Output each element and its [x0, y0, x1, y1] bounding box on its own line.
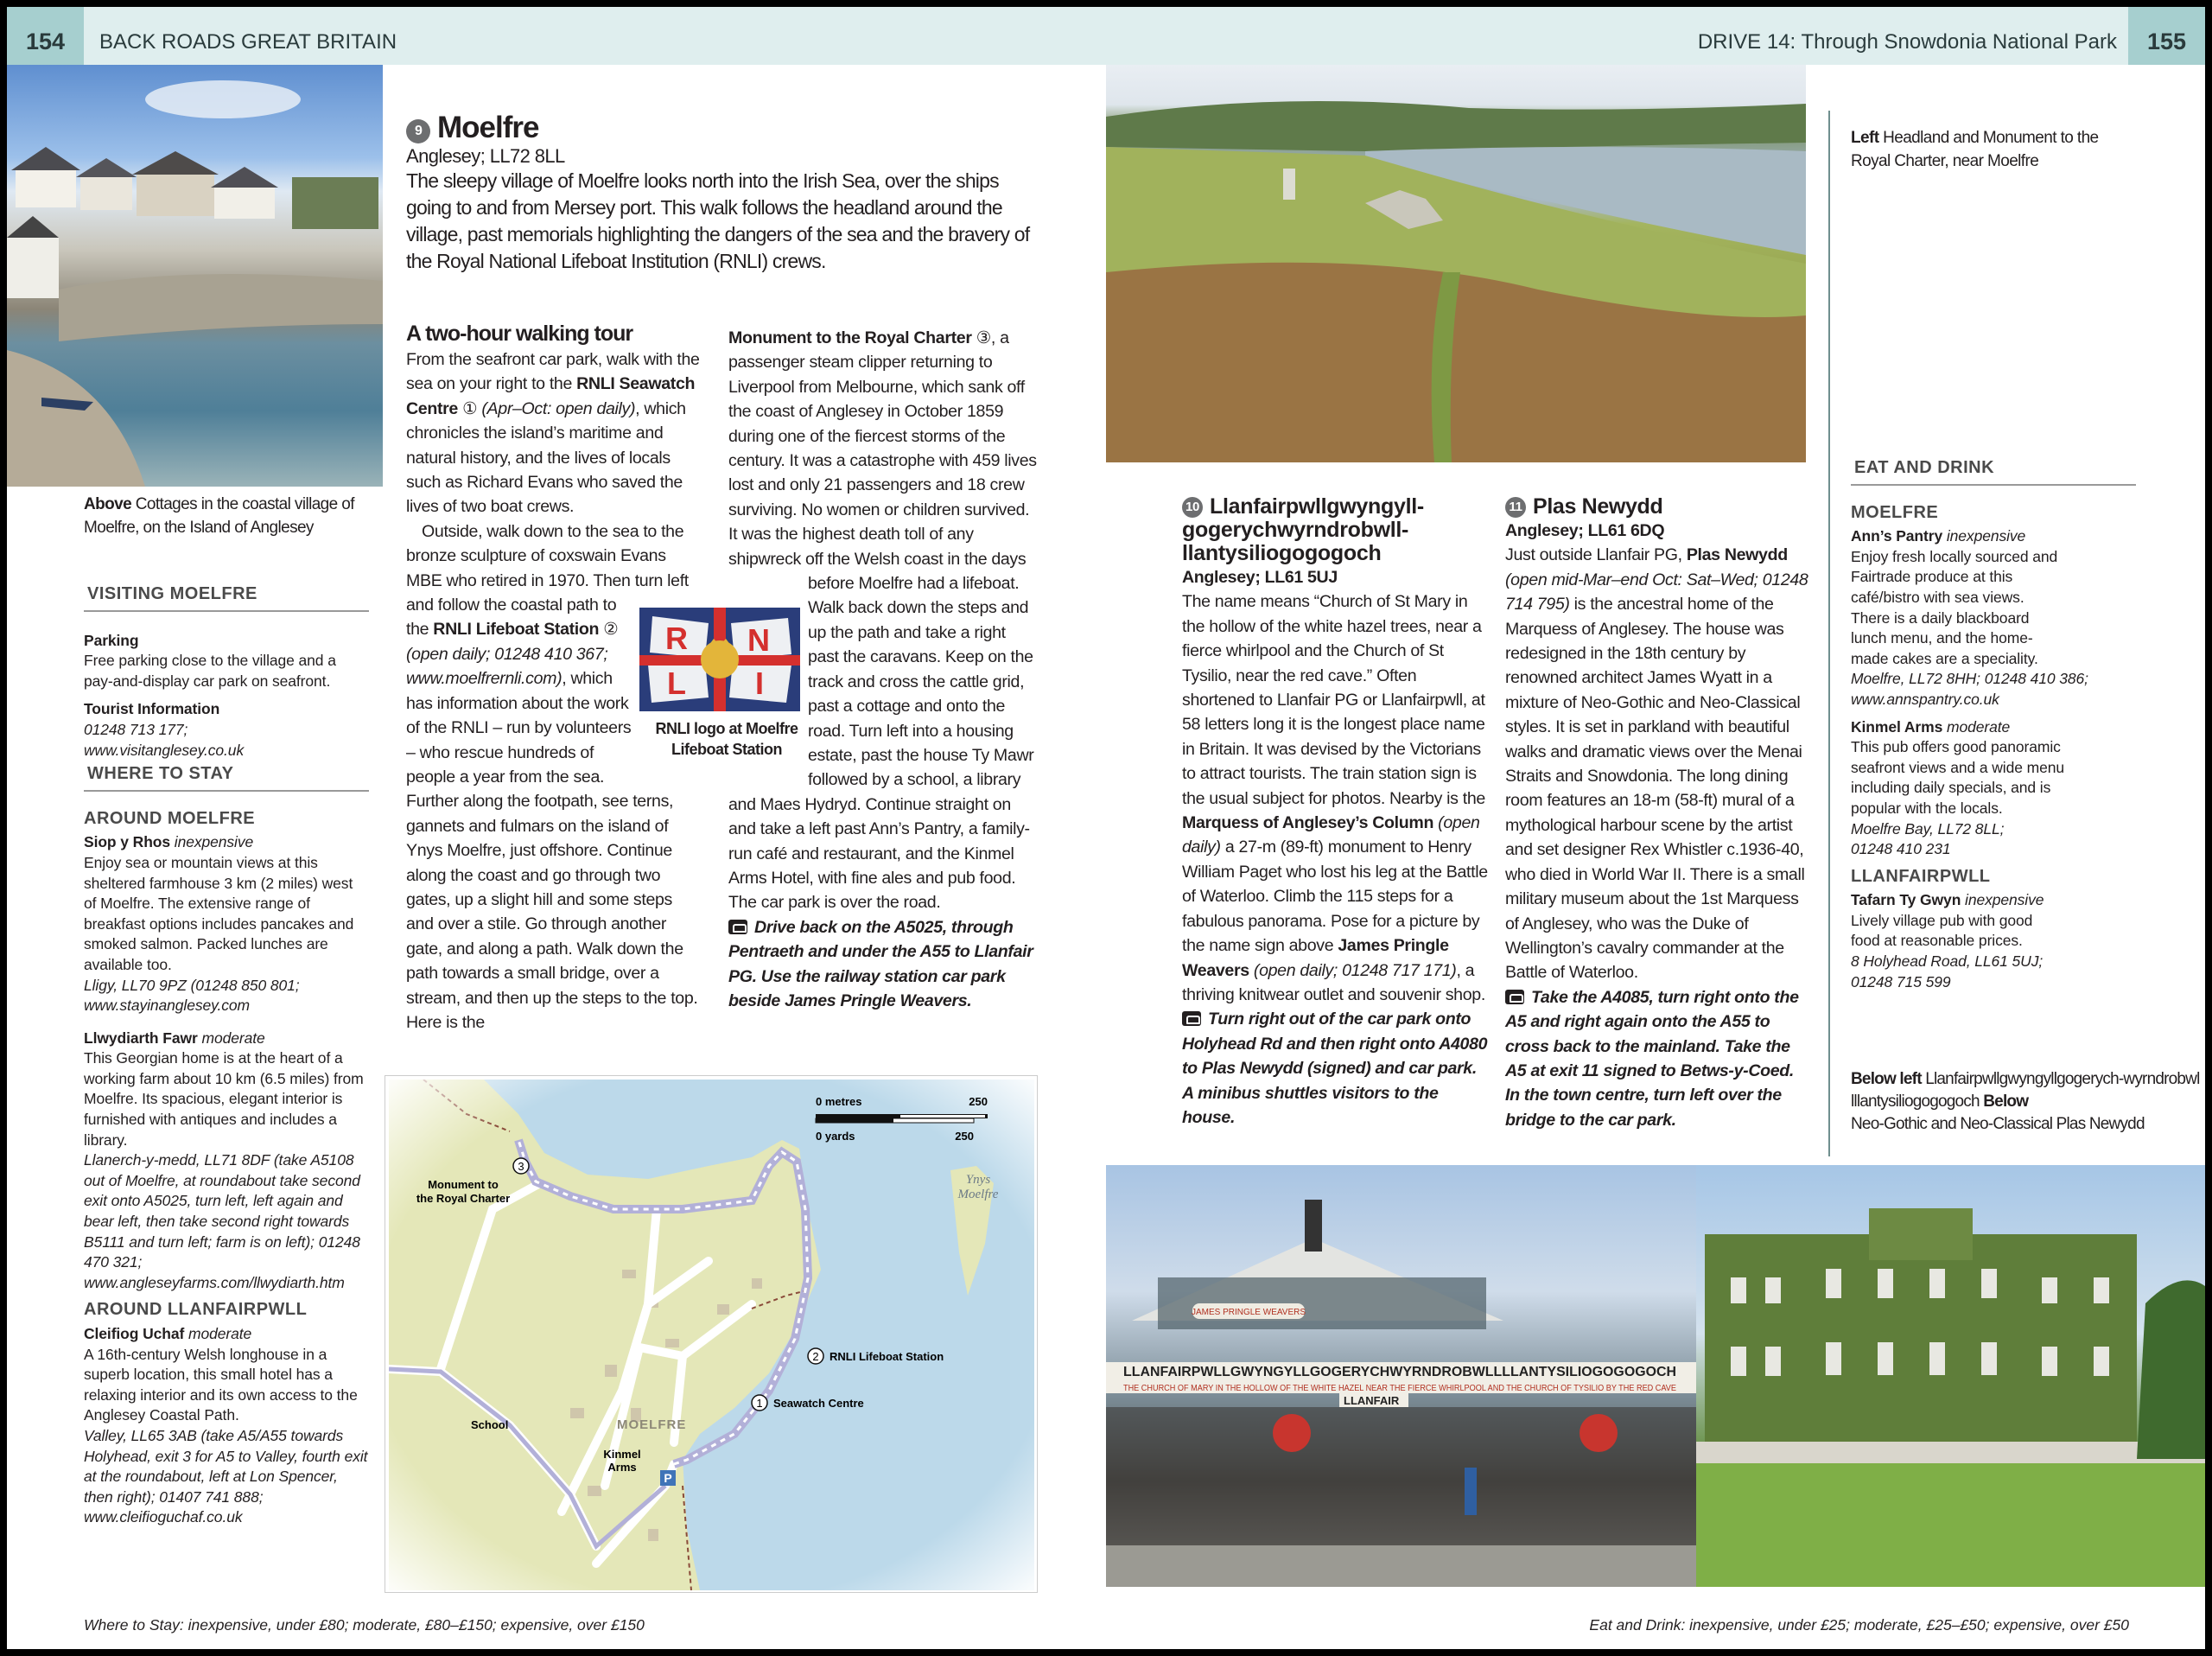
- station-sign: LLANFAIRPWLLGWYNGYLLGOGERYCHWYRNDROBWLLLLANTYSILIOGOGOGOCH: [1123, 1365, 1676, 1379]
- item-title: Parking: [84, 631, 139, 649]
- eat-drink-price-key: Eat and Drink: inexpensive, under £25; moderate, £25–£50; expensive, over £50: [1589, 1616, 2129, 1634]
- text-run: ③, a passenger steam clipper returning to Liverpool from Melbourne, which sank off the coast of Anglesey in October 1859 during one of the fiercest storms of the century. It was a catastrophe with 459 lives lost and only 21 passengers and 18 crew surviving. No women or children survived. It was the highest death toll of any shipwreck off the Welsh coast in the days before Moelfre had a lifeboat. Walk back down the steps and up the path and take a right past the caravans. Keep on the track and cross the cattle grid, past a cottage and onto the road. Turn left into a housing estate, past the house Ty Mawr followed by a school, a library and Maes Hydryd. Continue straight on and take a left past Ann’s Pantry, a family-run café and restaurant, and the Kinmel Arms Hotel, with fine ales and pub food. The car park is over the road.: [728, 328, 1037, 913]
- parking-label: P: [664, 1471, 672, 1485]
- text-run: is the ancestral home of the Marquess of Anglesey. The house was redesigned in the 18th century by renowned architect James Wyatt in a mixture of Neo-Gothic and Neo-Classical styles. It is set in parkland with beautiful walks and dramatic views over the Menai Straits and Snowdonia. The long dining room features an 18-m (58-ft) mural of a mythological harbour scene by the artist and set designer Rex Whistler c.1936-40, who died in World War II. There is a small military museum about the 1st Marquess of Anglesey, who was the Duke of Wellington’s cavalry commander at the Battle of Waterloo.: [1505, 595, 1805, 983]
- entry-price: moderate: [188, 1325, 252, 1342]
- caption-left: [1851, 126, 2127, 173]
- entry-text: Enjoy sea or mountain views at this sheltered farmhouse 3 km (2 miles) west of Moelfre. The extensive range of breakfast options includes pancakes and smoked salmon. Packed lunches are available too.: [84, 853, 354, 973]
- emphasis-text: Plas Newydd: [1686, 545, 1788, 565]
- text-run: The name means “Church of St Mary in the hollow of the white hazel trees, near a fierce whirlpool and the Church of St Tysilio, near the red cave.” Often shortened to Llanfair PG or Llanfairpwll, at 58 letters long it is the longest place name in Britain. It was devised by the Victorians to attract tourists. The train station sign is the usual subject for photos. Nearby is the: [1182, 592, 1485, 808]
- entry-name: Kinmel Arms: [1851, 717, 1943, 736]
- entry-text: Enjoy fresh locally sourced and Fairtrade produce at this café/bistro with sea views. There is a daily blackboard lunch menu, and the home-made cakes are a speciality.: [1851, 547, 2058, 667]
- item-text: Free parking close to the village and a pay-and-display car park on seafront.: [84, 652, 336, 690]
- llanfair-section: [1182, 495, 1489, 1130]
- entry-name: Tafarn Ty Gwyn: [1851, 891, 1961, 909]
- map-scale-max-metres: 250: [969, 1095, 988, 1108]
- map-scale-max-yards: 250: [955, 1130, 974, 1143]
- area-heading: LLANFAIRPWLL: [1851, 866, 1991, 886]
- address: Anglesey; LL61 6DQ: [1505, 521, 1665, 540]
- item-details: 01248 713 177; www.visitanglesey.co.uk: [84, 720, 245, 759]
- entry-price: inexpensive: [1965, 891, 2044, 909]
- entry-price: inexpensive: [1946, 527, 2026, 545]
- paragraph: [1182, 589, 1489, 1007]
- emphasis-text: (open daily; 01248 410 367; www.moelfrernli.com): [406, 644, 608, 689]
- area-heading: AROUND MOELFRE: [84, 808, 256, 828]
- svg-text:R: R: [665, 621, 688, 656]
- entry-details: Moelfre, LL72 8HH; 01248 410 386; www.annspantry.co.uk: [1851, 670, 2088, 708]
- emphasis-text: RNLI Lifeboat Station: [433, 620, 600, 640]
- emphasis-text: Monument to the Royal Charter: [728, 328, 972, 347]
- entry-details: Moelfre Bay, LL72 8LL; 01248 410 231: [1851, 819, 2005, 858]
- car-icon: [1182, 1011, 1201, 1026]
- section-title: Plas Newydd: [1533, 494, 1663, 519]
- area-heading: MOELFRE: [1851, 502, 1939, 522]
- section-title: Moelfre: [437, 111, 539, 144]
- right-running-title: DRIVE 14: Through Snowdonia National Park: [1697, 29, 2117, 54]
- address: Anglesey; LL61 5UJ: [1182, 568, 1338, 587]
- plas-newydd-section: [1505, 495, 1812, 1132]
- text-run: , a thriving knitwear outlet and souvenir shop.: [1182, 960, 1485, 1004]
- map-label: RNLI Lifeboat Station: [830, 1350, 944, 1363]
- text-run: a 27-m (89-ft) monument to Henry William Paget who lost his leg at the Battle of Waterloo. Climb the 115 steps for a fabulous panorama. Pose for a picture by the name sign above: [1182, 838, 1488, 956]
- map-stop-1: [752, 1395, 767, 1411]
- section-title: llantysiliogogogoch: [1182, 541, 1382, 565]
- entry-name: Cleifiog Uchaf: [84, 1325, 185, 1342]
- emphasis-text: (Apr–Oct: open daily): [481, 398, 636, 418]
- stop-number-badge: 10: [1182, 497, 1203, 518]
- caption-text: Headland and Monument to the Royal Charter, near Moelfre: [1851, 129, 2099, 170]
- stop-number: 2: [812, 1350, 819, 1363]
- map-label-school: School: [471, 1418, 509, 1431]
- rnli-image-caption: RNLI logo at Moelfre Lifeboat Station: [655, 720, 798, 758]
- svg-text:L: L: [667, 666, 686, 701]
- section-heading: WHERE TO STAY: [84, 764, 369, 792]
- map-island-label: Moelfre: [957, 1188, 999, 1201]
- text-run: ①: [457, 398, 482, 418]
- entry-text: A 16th-century Welsh longhouse in a superb location, this small hotel has a relaxing interior and its own access to the Anglesey Coastal Path.: [84, 1345, 358, 1424]
- left-running-title: BACK ROADS GREAT BRITAIN: [99, 29, 397, 54]
- entry-price: inexpensive: [174, 833, 254, 851]
- photo-llanfair-station: [1106, 1165, 1696, 1587]
- subheading: A two-hour walking tour: [406, 322, 633, 346]
- moelfre-section: [406, 111, 1037, 275]
- map-label-town: MOELFRE: [617, 1417, 687, 1432]
- driving-directions: Turn right out of the car park onto Holyhead Rd and then right onto A4080 to Plas Newydd (signed) and car park. A minibus shuttles visitors to the house.: [1182, 1010, 1488, 1127]
- text-run: ②: [599, 620, 619, 640]
- area-heading: AROUND LLANFAIRPWLL: [84, 1300, 308, 1320]
- stop-number-badge: 11: [1505, 497, 1526, 518]
- paragraph: [406, 347, 700, 519]
- entry-name: Siop y Rhos: [84, 833, 171, 851]
- caption-label: Below: [1983, 1092, 2029, 1111]
- map-label-pub: Arms: [607, 1461, 637, 1474]
- stop-number: 1: [756, 1397, 763, 1410]
- caption-rule: [1828, 111, 1830, 1156]
- map-scale-metres-label: 0 metres: [816, 1095, 862, 1108]
- entry-text: Lively village pub with good food at reasonable prices.: [1851, 911, 2033, 950]
- map-label: Monument to: [428, 1178, 499, 1191]
- stop-number-badge: 9: [406, 119, 430, 143]
- map-label: Seawatch Centre: [773, 1397, 864, 1410]
- text-run: , which chronicles the island’s maritime and natural history, and the lives of locals such as Richard Evans who saved the lives of two boat crews.: [406, 398, 686, 517]
- map-stop-3: [513, 1158, 529, 1174]
- text-run: , which has information about the work of the RNLI – run by volunteers – who rescue hundreds of people a year from the sea. Further along the footpath, see terns, gannets and fulmars on the island of Ynys Moelfre, just offshore. Continue along the coast and go through two gates, up a slight hill and some steps and over a stile. Go through another gate, and along a path. Walk down the path towards a small bridge, over a stream, and then up the steps to the top. Here is the: [406, 669, 698, 1032]
- paragraph: [1505, 543, 1812, 984]
- driving-directions: Drive back on the A5025, through Pentraeth and under the A55 to Llanfair PG. Use the railway station car park beside James Pringle Weavers.: [728, 917, 1033, 1010]
- caption-text: Llanfairpwllgwyngyllgogerych-wyrndrobwllllantysiliogogogoch: [1851, 1070, 2200, 1111]
- text-run: From the seafront car park, walk with the sea on your right to the: [406, 350, 700, 394]
- caption-text: Cottages in the coastal village of Moelfre, on the Island of Anglesey: [84, 495, 354, 537]
- map-label: the Royal Charter: [416, 1192, 511, 1205]
- map-scale-yards-label: 0 yards: [816, 1130, 855, 1143]
- text-run: Just outside Llanfair PG,: [1505, 545, 1687, 565]
- entry-text: This pub offers good panoramic seafront views and a wide menu including daily specials, and is popular with the locals.: [1851, 738, 2064, 817]
- emphasis-text: RNLI Seawatch Centre: [406, 374, 696, 418]
- car-icon: [728, 920, 747, 934]
- entry-price: moderate: [201, 1029, 265, 1047]
- map-scale-bar: [816, 1114, 988, 1123]
- emphasis-text: (open daily): [1182, 813, 1480, 857]
- emphasis-text: (open mid-Mar–end Oct: Sat–Wed; 01248 714 795): [1505, 570, 1808, 615]
- where-to-stay-price-key: Where to Stay: inexpensive, under £80; moderate, £80–£150; expensive, over £150: [84, 1616, 645, 1634]
- entry-details: Llanerch-y-medd, LL71 8DF (take A5108 out of Moelfre, at roundabout take second exit onto A5025, turn left, left again and bear left, then take second right towards B5111 and turn left; farm is on left); 01248 470 321; www.angleseyfarms.com/llwydiarth.htm: [84, 1151, 360, 1291]
- stop-number: 3: [518, 1160, 524, 1173]
- svg-text:I: I: [755, 666, 765, 701]
- photo-moelfre-cottages: [7, 65, 383, 487]
- section-title: gogerychwyrndrobwll-: [1182, 518, 1409, 542]
- caption-below: [1851, 1068, 2201, 1136]
- address: Anglesey; LL72 8LL: [406, 145, 565, 167]
- left-page-number: 154: [7, 7, 84, 65]
- entry-name: Llwydiarth Fawr: [84, 1029, 198, 1047]
- item-title: Tourist Information: [84, 700, 220, 718]
- right-page-number: 155: [2128, 7, 2205, 65]
- book-spread: [7, 7, 2205, 1649]
- car-icon: [1505, 990, 1524, 1004]
- entry-name: Ann’s Pantry: [1851, 527, 1943, 545]
- emphasis-text: James Pringle Weavers: [1182, 936, 1449, 980]
- paragraph: [406, 519, 700, 1035]
- caption-text: Neo-Gothic and Neo-Classical Plas Newydd: [1851, 1115, 2145, 1133]
- station-sign: LLANFAIR: [1344, 1394, 1400, 1407]
- station-sign: THE CHURCH OF MARY IN THE HOLLOW OF THE WHITE HAZEL NEAR THE FIERCE WHIRLPOOL AND THE CHURCH OF TYSILIO BY THE RED CAVE: [1123, 1384, 1677, 1393]
- photo-plas-newydd: [1696, 1165, 2205, 1587]
- caption-label: Above: [84, 495, 132, 513]
- map-stop-2: [808, 1348, 823, 1364]
- svg-text:N: N: [747, 622, 770, 658]
- section-heading: VISITING MOELFRE: [84, 584, 369, 612]
- caption-above: [84, 493, 360, 539]
- map-island-label: Ynys: [965, 1173, 991, 1187]
- driving-directions: Take the A4085, turn right onto the A5 and right again onto the A55 to cross back to the mainland. Take the A5 at exit 11 signed to Betws-y-Coed. In the town centre, turn left over the bridge to the car park.: [1505, 987, 1799, 1130]
- section-title: Llanfairpwllgwyngyll-: [1210, 494, 1424, 519]
- entry-details: Lligy, LL70 9PZ (01248 850 801; www.stayinanglesey.com: [84, 976, 300, 1015]
- entry-details: 8 Holyhead Road, LL61 5UJ; 01248 715 599: [1851, 952, 2044, 990]
- emphasis-text: (open daily; 01248 717 171): [1249, 960, 1457, 980]
- photo-rnli-logo: [639, 608, 800, 711]
- entry-details: Valley, LL65 3AB (take A5/A55 towards Holyhead, exit 3 for A5 to Valley, fourth exit at the roundabout, left at Lon Spencer, then right); 01407 741 888; www.cleifioguchaf.co.uk: [84, 1426, 368, 1526]
- map-moelfre-walk: [385, 1075, 1038, 1593]
- sidebar-eat-drink: [1851, 458, 2136, 992]
- caption-label: Below left: [1851, 1070, 1922, 1088]
- intro-text: The sleepy village of Moelfre looks north into the Irish Sea, over the ships going to and from Mersey port. This walk follows the headland around the village, past memorials highlighting the dangers of the sea and the bravery of the Royal National Lifeboat Institution (RNLI) crews.: [406, 169, 1030, 272]
- emphasis-text: Marquess of Anglesey’s Column: [1182, 813, 1434, 833]
- photo-headland-monument: [1106, 65, 1806, 462]
- shop-sign: JAMES PRINGLE WEAVERS: [1191, 1308, 1306, 1317]
- map-label-pub: Kinmel: [603, 1448, 641, 1461]
- section-heading: EAT AND DRINK: [1851, 458, 2136, 486]
- sidebar-visiting: [84, 584, 369, 1528]
- entry-price: moderate: [1946, 717, 2011, 736]
- caption-label: Left: [1851, 129, 1879, 147]
- entry-text: This Georgian home is at the heart of a working farm about 10 km (6.5 miles) from Moelfre. Its spacious, elegant interior is furnished with antiques and includes a library.: [84, 1049, 364, 1149]
- text-run: Outside, walk down to the sea to the bronze sculpture of coxswain Evans MBE who retired in 1970. Then turn left and follow the coastal path to the: [406, 521, 689, 640]
